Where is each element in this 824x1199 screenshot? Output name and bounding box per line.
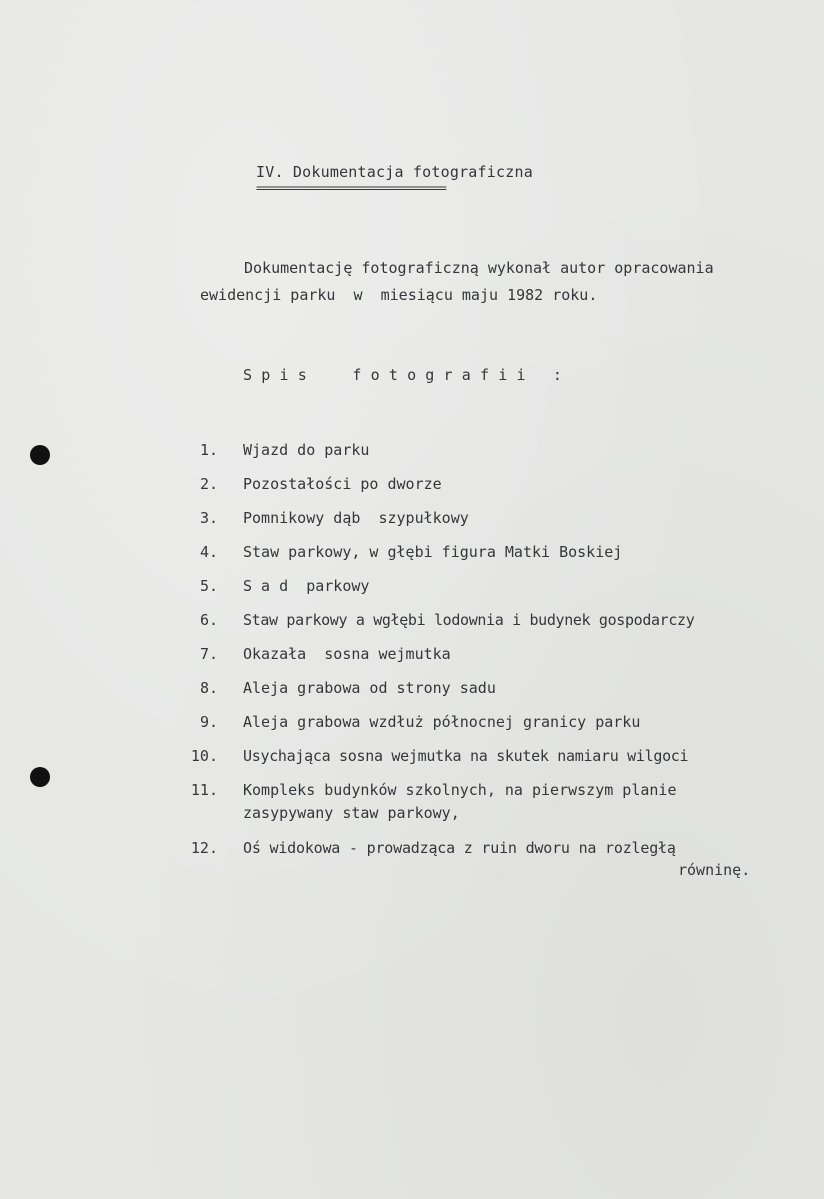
- item-number: 8.: [199, 679, 218, 697]
- list-heading: Spis fotografii :: [243, 366, 572, 384]
- intro-line-2: ewidencji parku w miesiącu maju 1982 roku.: [200, 286, 598, 304]
- item-text: S a d parkowy: [243, 577, 370, 595]
- section-title: IV. Dokumentacja fotograficzna: [256, 163, 533, 181]
- item-text-continuation: równinę.: [678, 861, 751, 879]
- item-number: 1.: [199, 441, 218, 459]
- item-text: Oś widokowa - prowadząca z ruin dworu na rozległą: [243, 839, 676, 857]
- item-text-continuation: zasypywany staw parkowy,: [243, 804, 460, 822]
- item-number: 9.: [199, 713, 218, 731]
- intro-line-1: Dokumentację fotograficzną wykonał autor opracowania: [244, 259, 714, 277]
- title-underline: ================================: [256, 181, 446, 195]
- item-number: 6.: [199, 611, 218, 629]
- item-text: Pomnikowy dąb szypułkowy: [243, 509, 469, 527]
- item-text: Aleja grabowa od strony sadu: [243, 679, 496, 697]
- punch-hole: [30, 767, 50, 787]
- item-number: 7.: [199, 645, 218, 663]
- item-text: Staw parkowy, w głębi figura Matki Boskiej: [243, 543, 623, 561]
- item-number: 4.: [199, 543, 218, 561]
- item-text: Kompleks budynków szkolnych, na pierwszym planie: [243, 781, 677, 799]
- item-number: 2.: [199, 475, 218, 493]
- item-text: Aleja grabowa wzdłuż północnej granicy parku: [243, 713, 641, 731]
- item-number: 11.: [190, 781, 218, 799]
- item-number: 3.: [199, 509, 218, 527]
- item-number: 10.: [190, 747, 218, 765]
- item-text: Wjazd do parku: [243, 441, 370, 459]
- item-text: Okazała sosna wejmutka: [243, 645, 451, 663]
- item-number: 12.: [190, 839, 218, 857]
- item-text: Pozostałości po dworze: [243, 475, 442, 493]
- item-text: Staw parkowy a wgłębi lodownia i budynek gospodarczy: [243, 611, 695, 629]
- item-text: Usychająca sosna wejmutka na skutek namiaru wilgoci: [243, 747, 689, 765]
- item-number: 5.: [199, 577, 218, 595]
- punch-hole: [30, 445, 50, 465]
